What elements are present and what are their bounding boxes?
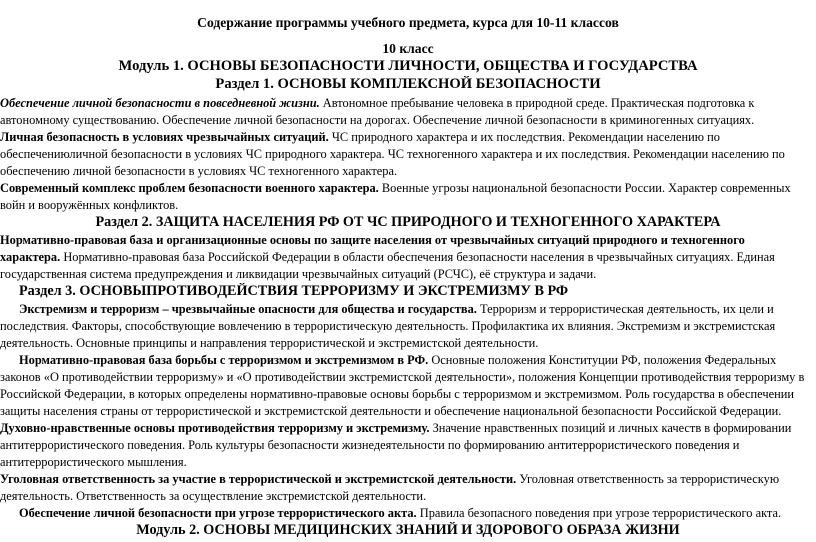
paragraph-criminal-liability: Уголовная ответственность за участие в террористической и экстремистской деятельности. Уголовная ответственность за террористическую	[0, 472, 780, 486]
paragraph-heading: Нормативно-правовая база борьбы с терроризмом и экстремизмом в РФ.	[19, 353, 429, 367]
paragraph-line: деятельность. Ответственность за осуществление экстремистской деятельности.	[0, 489, 427, 503]
paragraph-legal-basis: Нормативно-правовая база борьбы с терроризмом и экстремизмом в РФ. Основные положения Конституции РФ, положения Федеральных	[19, 353, 777, 367]
paragraph-heading: Обеспечение личной безопасности при угрозе террористического акта.	[19, 506, 417, 520]
section-2-heading: Раздел 2. ЗАЩИТА НАСЕЛЕНИЯ РФ ОТ ЧС ПРИРОДНОГО И ТЕХНОГЕННОГО ХАРАКТЕРА	[95, 214, 721, 230]
paragraph-heading: Уголовная ответственность за участие в террористической и экстремистской деятельности.	[0, 472, 517, 486]
paragraph-heading: Экстремизм и терроризм – чрезвычайные опасности для общества и государства.	[19, 302, 477, 316]
paragraph-line: защиты населения страны от террористической и экстремистской деятельности и обеспечение национальной безопасности Российской Федерации.	[0, 404, 782, 418]
section-1-heading: Раздел 1. ОСНОВЫ КОМПЛЕКСНОЙ БЕЗОПАСНОСТИ	[215, 76, 601, 92]
paragraph-line: государственная система предупреждения и ликвидации чрезвычайных ситуаций (РСЧС), её структура и задачи.	[0, 267, 597, 281]
document-title: Содержание программы учебного предмета, курса для 10-11 классов	[197, 15, 619, 30]
paragraph-line: войн и вооружённых конфликтов.	[0, 198, 179, 212]
paragraph-line: обеспечению личной безопасности в условиях ЧС техногенного характера.	[0, 164, 398, 178]
paragraph-personal-safety: Обеспечение личной безопасности в повседневной жизни. Автономное пребывание человека в природной среде. Практическая подготовка к	[0, 96, 755, 110]
paragraph-line: последствия. Факторы, способствующие вовлечению в террористическую деятельность. Профилактика их влияния. Экстремизм и экстремистская	[0, 319, 776, 333]
paragraph-extremism-terrorism: Экстремизм и терроризм – чрезвычайные опасности для общества и государства. Терроризм и террористическая деятельность, их цели и	[19, 302, 774, 316]
paragraph-military-threats: Современный комплекс проблем безопасности военного характера. Военные угрозы национальной безопасности России. Характер современных	[0, 181, 791, 195]
paragraph-heading: Личная безопасность в условиях чрезвычайных ситуаций.	[0, 130, 329, 144]
paragraph-heading: Духовно-нравственные основы противодействия терроризму и экстремизму.	[0, 421, 430, 435]
paragraph-moral-foundations: Духовно-нравственные основы противодействия терроризму и экстремизму. Значение нравственных позиций и личных качеств в формировании	[0, 421, 792, 435]
paragraph-heading: Обеспечение личной безопасности в повседневной жизни.	[0, 96, 320, 110]
paragraph-line: антитеррористического поведения. Роль культуры безопасности жизнедеятельности по формированию антитеррористического поведения и	[0, 438, 740, 452]
module-2-heading: Модуль 2. ОСНОВЫ МЕДИЦИНСКИХ ЗНАНИЙ И ЗДОРОВОГО ОБРАЗА ЖИЗНИ	[136, 522, 680, 538]
paragraph-line: характера. Нормативно-правовая база Российской Федерации в области обеспечения безопасности населения в чрезвычайных ситуациях. Единая	[0, 250, 775, 264]
paragraph-line: обеспечениюличной безопасности в условиях ЧС природного характера. ЧС техногенного характера и их последствия. Рекомендации населению по	[0, 147, 785, 161]
grade-heading: 10 класс	[382, 41, 434, 56]
paragraph-line: автономному существованию. Обеспечение личной безопасности на дорогах. Обеспечение личной безопасности в криминогенных ситуациях.	[0, 113, 755, 127]
paragraph-line: Российской Федерации, в которых определены нормативно-правовые основы борьбы с терроризмом и экстремизмом. Роль государства в обеспечении	[0, 387, 794, 401]
section-3-heading: Раздел 3. ОСНОВЫПРОТИВОДЕЙСТВИЯ ТЕРРОРИЗМУ И ЭКСТРЕМИЗМУ В РФ	[19, 283, 569, 299]
paragraph-emergency-safety: Личная безопасность в условиях чрезвычайных ситуаций. ЧС природного характера и их последствия. Рекомендации населению по	[0, 130, 720, 144]
paragraph-line: антитеррористического мышления.	[0, 455, 187, 469]
paragraph-line: деятельность. Основные принципы и направления террористической и экстремистской деятельности.	[0, 336, 539, 350]
paragraph-terror-act-safety: Обеспечение личной безопасности при угрозе террористического акта. Правила безопасного поведения при угрозе террористического акта.	[19, 506, 782, 520]
paragraph-heading: Современный комплекс проблем безопасности военного характера.	[0, 181, 379, 195]
module-1-heading: Модуль 1. ОСНОВЫ БЕЗОПАСНОСТИ ЛИЧНОСТИ, ОБЩЕСТВА И ГОСУДАРСТВА	[118, 58, 698, 74]
paragraph-line: законов «О противодействии терроризму» и «О противодействии экстремистской деятельности», положения Концепции противодействия терроризму в	[0, 370, 805, 384]
paragraph-regulatory-framework: Нормативно-правовая база и организационные основы по защите населения от чрезвычайных ситуаций природного и техногенного	[0, 233, 745, 247]
